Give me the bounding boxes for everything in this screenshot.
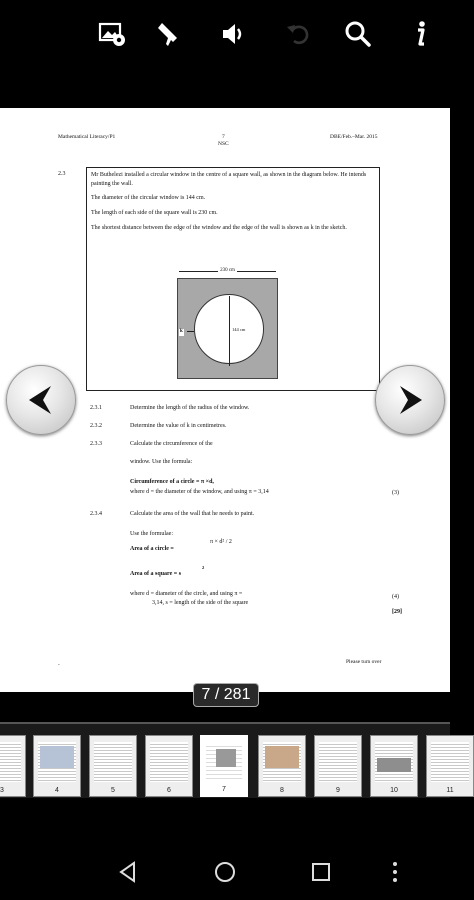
thumbnail-current[interactable] — [200, 735, 248, 797]
sub-question-number: 2.3.4 — [90, 511, 102, 517]
thumbnail-label: 11 — [446, 787, 454, 794]
sub-question-text: Calculate the area of the wall that he needs to paint. — [130, 511, 255, 517]
width-label: 230 cm — [220, 268, 235, 273]
formula-note-text: where d = the diameter of the window, and using π = 3,14 — [130, 489, 269, 495]
formula-text: Circumference of a circle = π ×d, — [130, 479, 214, 485]
formula-note-text: where d = diameter of the circle, and using π = — [130, 591, 243, 597]
header-right: DBE/Feb.–Mar. 2015 — [330, 134, 378, 140]
previous-page-button[interactable] — [6, 365, 76, 435]
thumbnail-label: 8 — [280, 787, 284, 794]
bookmark-icon[interactable] — [152, 16, 188, 52]
header-page-number: 7 — [221, 134, 225, 140]
formula-square-label: Area of a square = s — [130, 571, 182, 577]
k-label: k — [180, 329, 183, 334]
header-left: Mathematical Literacy/P1 — [58, 134, 116, 140]
formula-square-exponent: 2 — [202, 565, 205, 570]
thumbnail[interactable] — [89, 735, 137, 797]
image-settings-icon[interactable] — [94, 16, 130, 52]
thumbnail-label: 5 — [111, 787, 115, 794]
arrow-right-icon — [390, 380, 430, 420]
back-triangle-icon[interactable] — [116, 860, 140, 884]
question-number: 2.3 — [58, 171, 66, 177]
sub-question-text: Determine the value of k in centimetres. — [130, 423, 227, 429]
marks-2-3-4: (4) — [392, 594, 399, 600]
thumbnail-label: 10 — [390, 787, 398, 794]
thumbnail[interactable] — [370, 735, 418, 797]
formula-circle: π × d² / 2 — [210, 539, 232, 545]
thumbnail[interactable] — [0, 735, 26, 797]
undo-icon[interactable] — [280, 16, 316, 52]
recents-square-icon[interactable] — [309, 860, 333, 884]
top-toolbar — [0, 0, 450, 68]
k-line — [187, 331, 194, 332]
sub-question-number: 2.3.1 — [90, 405, 102, 411]
overflow-menu-icon[interactable] — [383, 860, 407, 884]
speaker-icon[interactable] — [216, 16, 252, 52]
thumbnail-label: 6 — [167, 787, 171, 794]
thumbnail-label: 3 — [0, 787, 4, 794]
thumbnail-label: 9 — [336, 787, 340, 794]
header-center — [218, 134, 229, 149]
thumbnail[interactable] — [145, 735, 193, 797]
home-circle-icon[interactable] — [213, 860, 237, 884]
question-paragraph: The diameter of the circular window is 144 cm. — [91, 195, 206, 202]
width-dimension — [177, 268, 278, 275]
footer-left: - — [58, 663, 60, 668]
question-paragraph: The length of each side of the square wall is 230 cm. — [91, 210, 218, 217]
marks-2-3-3: (3) — [392, 490, 399, 496]
search-icon[interactable] — [340, 16, 376, 52]
header-sub: NSC — [218, 141, 229, 148]
formula-note-text: 3,14, s = length of the side of the square — [152, 600, 249, 606]
thumbnail[interactable] — [426, 735, 474, 797]
sub-question-number: 2.3.3 — [90, 441, 102, 447]
sub-question-text: window. Use the formula: — [130, 459, 193, 465]
next-page-button[interactable] — [375, 365, 445, 435]
square-wall-diagram — [177, 268, 287, 378]
formula-circle-label: Area of a circle = — [130, 546, 174, 552]
sub-question-text: Determine the length of the radius of the window. — [130, 405, 250, 411]
arrow-left-icon — [21, 380, 61, 420]
info-icon[interactable] — [402, 16, 438, 52]
question-box — [86, 167, 380, 391]
android-nav-bar — [0, 840, 450, 900]
sub-question-text: Calculate the circumference of the — [130, 441, 213, 447]
page-indicator: 7 / 281 — [193, 683, 259, 707]
sub-question-number: 2.3.2 — [90, 423, 102, 429]
footer-text: Please turn over — [346, 659, 382, 665]
thumbnail[interactable] — [314, 735, 362, 797]
thumbnail[interactable] — [33, 735, 81, 797]
thumbnail-label: 4 — [55, 787, 59, 794]
sub-question-text: Use the formulae: — [130, 531, 173, 537]
question-paragraph: Mr Buthelezi installed a circular window in the centre of a square wall, as shown in the diagram below. He intends painting the wall. — [91, 172, 367, 187]
thumbnail[interactable] — [258, 735, 306, 797]
thumbnail-label: 7 — [222, 786, 226, 793]
diameter-line — [229, 296, 230, 366]
total-marks: [29] — [392, 609, 402, 615]
question-paragraph: The shortest distance between the edge of the window and the edge of the wall is shown as k in the sketch. — [91, 224, 347, 231]
diameter-label: 144 cm — [232, 327, 246, 332]
square-wall — [177, 278, 278, 379]
thumbnail-strip[interactable] — [0, 722, 454, 798]
